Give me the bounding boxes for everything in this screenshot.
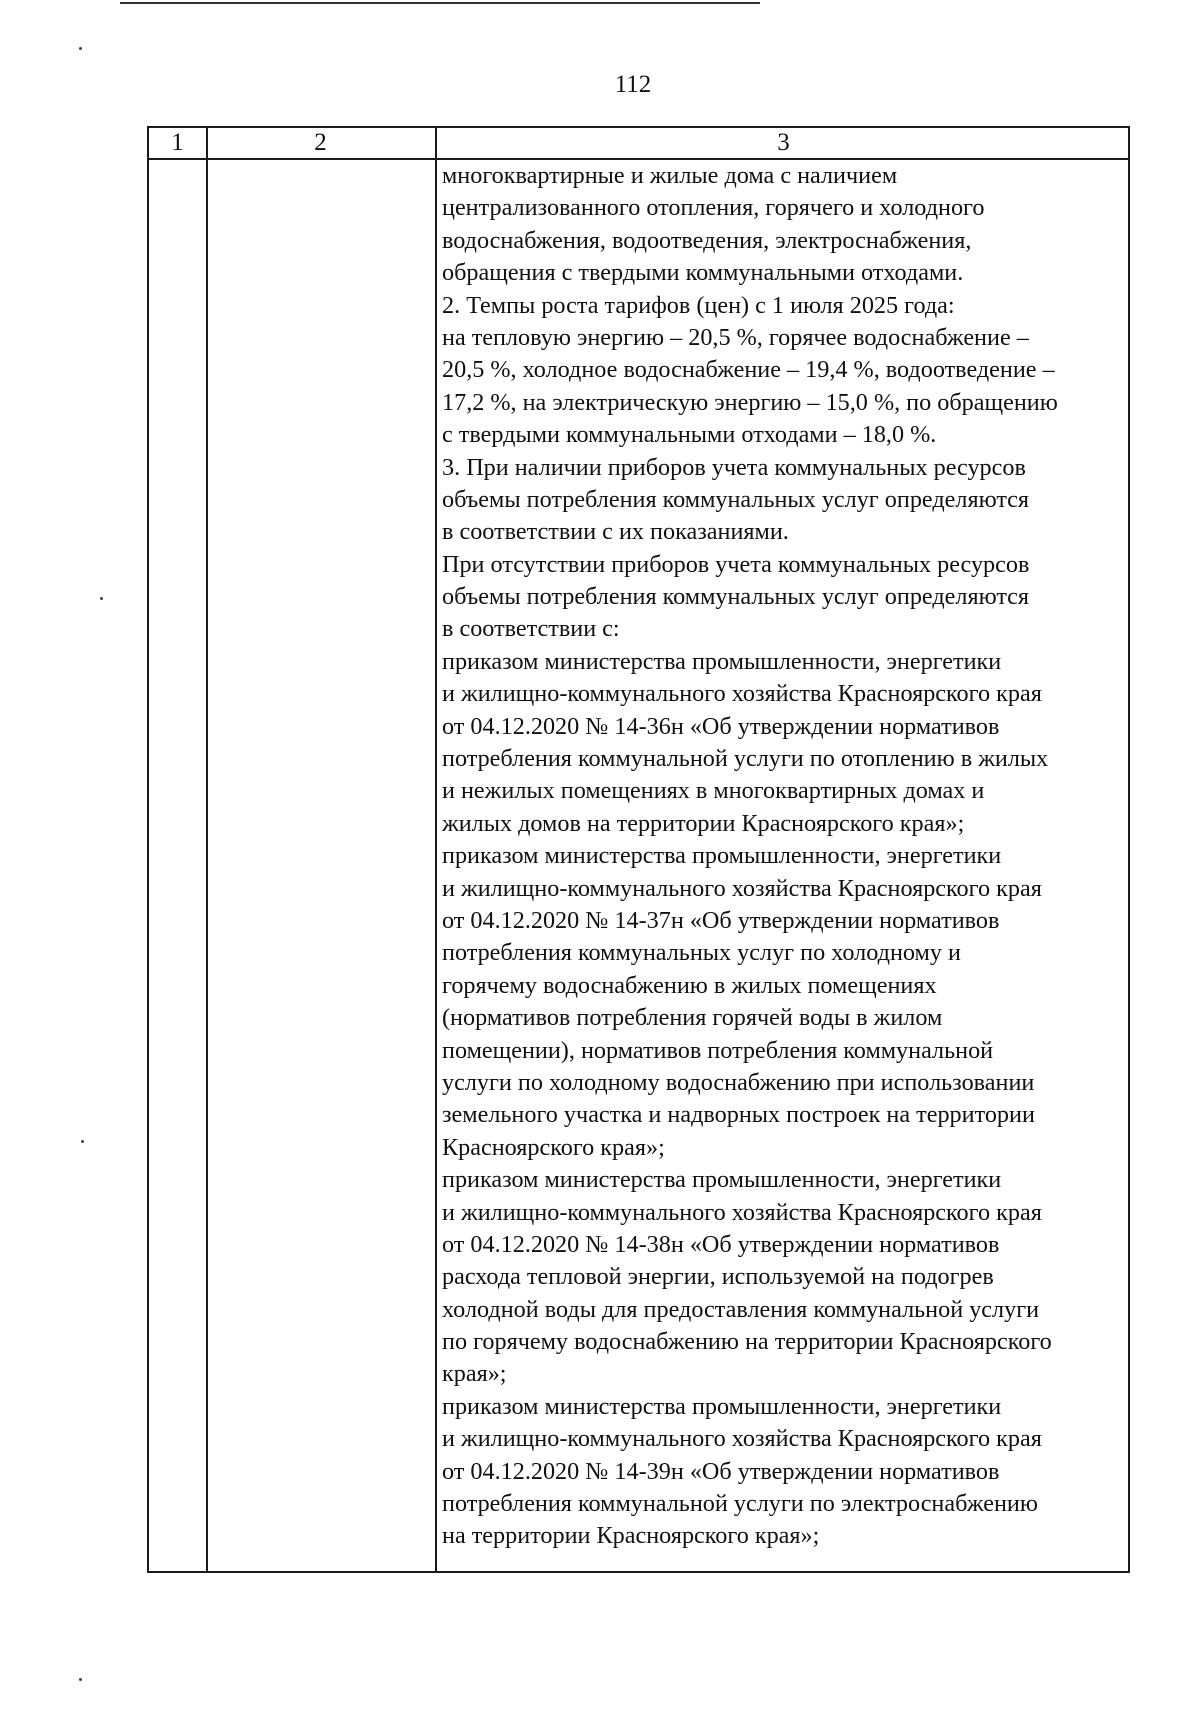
text-line: услуги по холодному водоснабжению при использовании — [442, 1068, 1035, 1096]
column-header-3: 3 — [777, 129, 790, 156]
text-line: расхода тепловой энергии, используемой на подогрев — [442, 1263, 994, 1291]
text-line: приказом министерства промышленности, энергетики — [442, 647, 1002, 675]
text-line: объемы потребления коммунальных услуг определяются — [442, 583, 1030, 611]
text-line: от 04.12.2020 № 14-39н «Об утверждении нормативов — [442, 1457, 1000, 1485]
text-line: 20,5 %, холодное водоснабжение – 19,4 %, водоотведение – — [442, 356, 1055, 384]
text-line: и жилищно-коммунального хозяйства Красноярского края — [442, 1425, 1042, 1453]
scan-speck — [100, 597, 103, 600]
column-3-text — [442, 160, 1126, 1553]
document-table — [147, 126, 1130, 1573]
text-line: по горячему водоснабжению на территории Красноярского — [442, 1328, 1052, 1356]
text-line: централизованного отопления, горячего и холодного — [442, 194, 985, 222]
text-line: приказом министерства промышленности, энергетики — [442, 1166, 1002, 1194]
text-line: в соответствии с их показаниями. — [442, 518, 789, 546]
text-line: помещении), нормативов потребления коммунальной — [442, 1036, 994, 1064]
text-line: горячему водоснабжению в жилых помещениях — [442, 971, 937, 999]
text-line: и нежилых помещениях в многоквартирных домах и — [442, 777, 985, 805]
text-line: потребления коммунальных услуг по холодному и — [442, 939, 961, 967]
text-line: от 04.12.2020 № 14-37н «Об утверждении нормативов — [442, 906, 1000, 934]
text-line: на тепловую энергию – 20,5 %, горячее водоснабжение – — [442, 323, 1029, 351]
text-line: Красноярского края»; — [442, 1133, 665, 1161]
text-line: в соответствии с: — [442, 615, 620, 643]
text-line: от 04.12.2020 № 14-36н «Об утверждении нормативов — [442, 712, 1000, 740]
text-line: земельного участка и надворных построек на территории — [442, 1101, 1035, 1129]
text-line: приказом министерства промышленности, энергетики — [442, 1392, 1002, 1420]
text-line: 17,2 %, на электрическую энергию – 15,0 %, по обращению — [442, 388, 1058, 416]
text-line: и жилищно-коммунального хозяйства Красноярского края — [442, 1198, 1042, 1226]
column-divider-2 — [435, 128, 437, 1571]
text-line: и жилищно-коммунального хозяйства Красноярского края — [442, 680, 1042, 708]
text-line: на территории Красноярского края»; — [442, 1522, 820, 1550]
text-line: холодной воды для предоставления коммунальной услуги — [442, 1295, 1040, 1323]
text-line: приказом министерства промышленности, энергетики — [442, 842, 1002, 870]
text-line: жилых домов на территории Красноярского края»; — [442, 809, 965, 837]
text-line: объемы потребления коммунальных услуг определяются — [442, 485, 1030, 513]
scan-speck — [81, 1140, 84, 1143]
column-header-2: 2 — [314, 129, 327, 156]
text-line: и жилищно-коммунального хозяйства Красноярского края — [442, 874, 1042, 902]
text-line: обращения с твердыми коммунальными отходами. — [442, 259, 964, 287]
text-line: потребления коммунальной услуги по электроснабжению — [442, 1490, 1038, 1518]
text-line: (нормативов потребления горячей воды в жилом — [442, 1004, 943, 1032]
text-line: края»; — [442, 1360, 507, 1388]
scan-speck — [79, 47, 82, 50]
text-line: 2. Темпы роста тарифов (цен) с 1 июля 2025 года: — [442, 291, 955, 319]
column-header-1: 1 — [171, 129, 184, 156]
text-line: 3. При наличии приборов учета коммунальных ресурсов — [442, 453, 1026, 481]
text-line: с твердыми коммунальными отходами – 18,0 %. — [442, 421, 937, 449]
page-number: 112 — [614, 71, 652, 98]
text-line: При отсутствии приборов учета коммунальных ресурсов — [442, 550, 1030, 578]
text-line: потребления коммунальной услуги по отоплению в жилых — [442, 745, 1049, 773]
text-line: многоквартирные и жилые дома с наличием — [442, 162, 898, 189]
column-divider-1 — [206, 128, 208, 1571]
top-scan-rule — [120, 2, 760, 4]
scan-speck — [79, 1678, 82, 1681]
text-line: водоснабжения, водоотведения, электроснабжения, — [442, 226, 972, 254]
text-line: от 04.12.2020 № 14-38н «Об утверждении нормативов — [442, 1230, 1000, 1258]
